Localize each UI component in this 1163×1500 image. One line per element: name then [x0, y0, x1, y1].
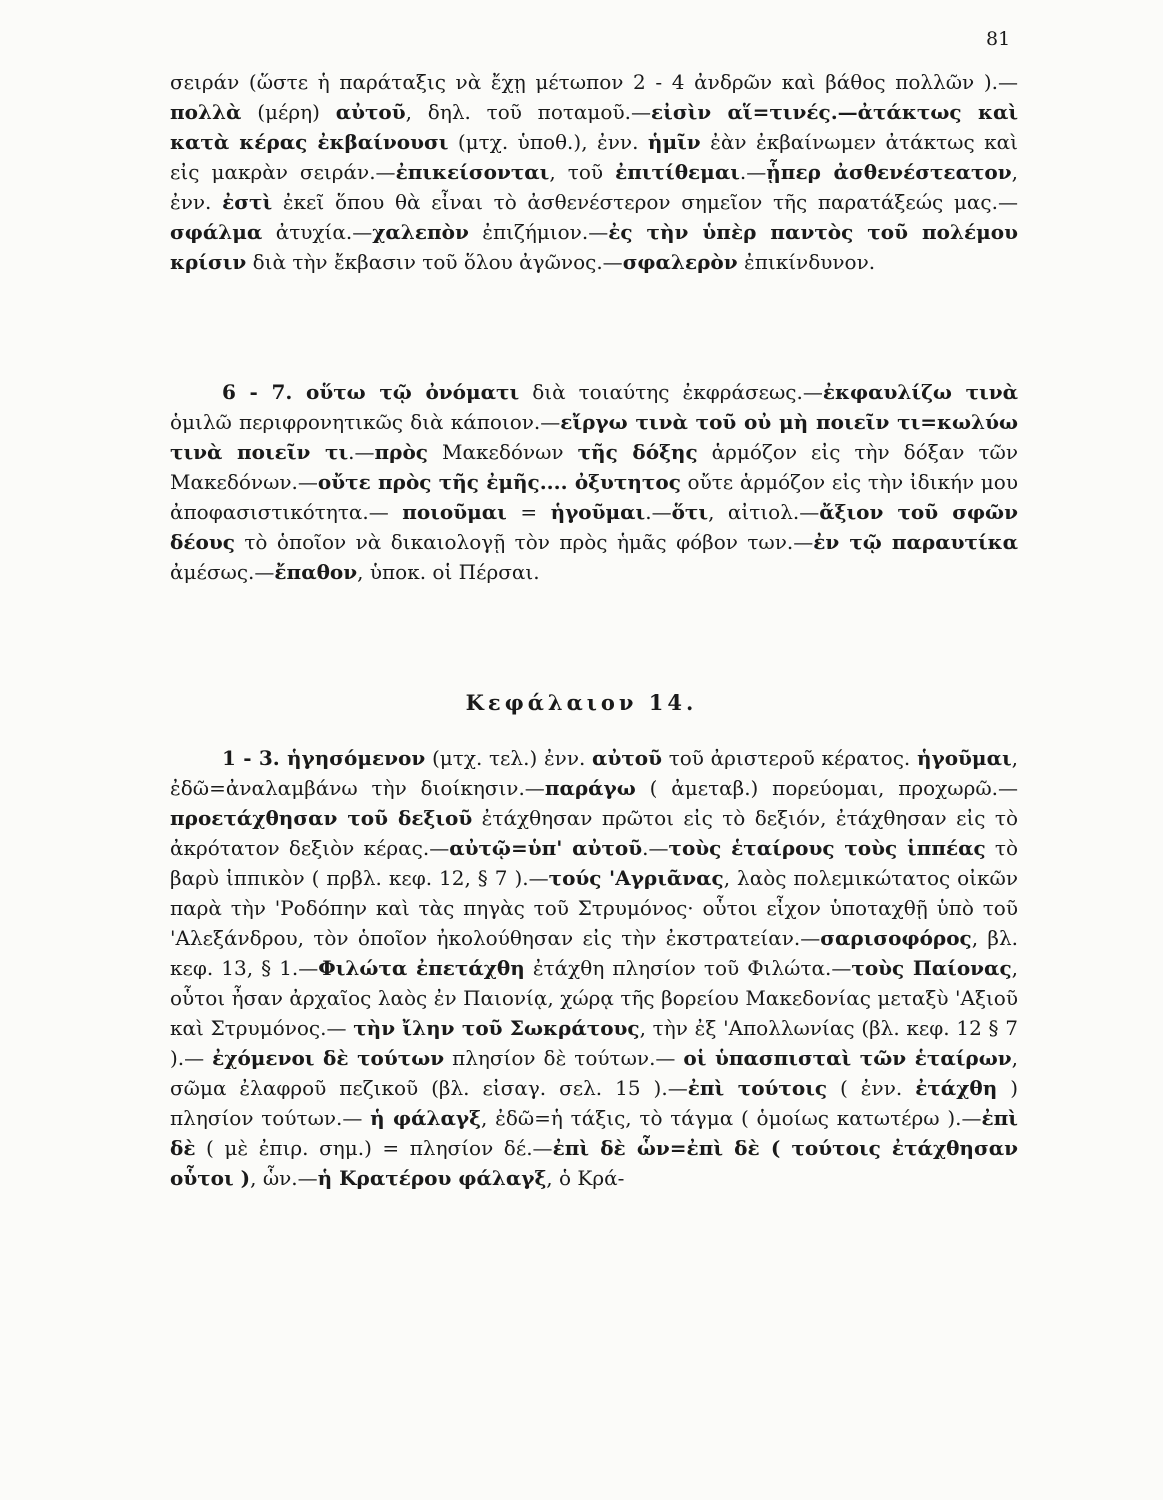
commentary-paragraph-2	[170, 377, 1018, 587]
text-span: διὰ τὴν ἔκβασιν τοῦ ὅλου ἀγῶνος.—	[246, 250, 623, 274]
bold-lemma: παράγω	[544, 776, 636, 800]
bold-lemma: ἔπαθον	[274, 560, 358, 584]
bold-lemma: σφάλμα	[170, 220, 263, 244]
bold-lemma: 6 - 7. οὕτω τῷ ὀνόματι	[222, 380, 520, 404]
text-span: .—	[645, 500, 672, 524]
text-span: .—	[348, 440, 375, 464]
text-span: .—	[642, 836, 669, 860]
bold-lemma: οὔτε πρὸς τῆς ἐμῆς.... ὀξυτητος	[317, 470, 681, 494]
text-span: , τοῦ	[549, 160, 616, 184]
text-span: ( μὲ ἐπιρ. σημ.) = πλησίον δέ.—	[195, 1136, 553, 1160]
text-span: τὸ ὁποῖον νὰ δικαιολογῇ τὸν πρὸς ἡμᾶς φόβον των.—	[234, 530, 814, 554]
text-span: .—	[739, 160, 767, 184]
text-span: ( ἐνν.	[827, 1076, 916, 1100]
commentary-paragraph-1	[170, 67, 1018, 277]
bold-lemma: σαρισοφόρος	[820, 926, 972, 950]
page-number: 81	[986, 28, 1011, 50]
bold-lemma: εἰσὶν αἵ=τινές.—ἀτάκτως καὶ κατὰ κέρας ἐκβαίνουσι	[170, 100, 1019, 154]
bold-lemma: χαλεπὸν	[372, 220, 469, 244]
text-span: =	[506, 500, 551, 524]
text-span: , σῶμα ἐλαφροῦ πεζικοῦ (βλ. εἰσαγ. σελ. 15 ).—	[170, 1046, 1018, 1100]
text-span: (μέρη)	[241, 100, 336, 124]
bold-lemma: οἱ ὑπασπισταὶ τῶν ἑταίρων	[683, 1046, 1012, 1070]
bold-lemma: ἡ Κρατέρου φάλαγξ	[317, 1166, 547, 1190]
text-span: ἐπικίνδυνον.	[737, 250, 876, 274]
text-span: , ἐνν.	[170, 160, 1019, 214]
text-span: τοῦ ἀριστεροῦ κέρατος.	[662, 746, 917, 770]
bold-lemma: ἐπικείσονται	[395, 160, 550, 184]
bold-lemma: τῆς δόξης	[577, 440, 698, 464]
bold-lemma: ἐπὶ τούτοις	[687, 1076, 828, 1100]
chapter-heading: Κεφάλαιον 14.	[465, 690, 698, 715]
text-span: , δηλ. τοῦ ποταμοῦ.—	[405, 100, 651, 124]
text-span: (μτχ. ὑποθ.), ἐνν.	[448, 130, 648, 154]
bold-lemma: τὴν ἴλην τοῦ Σωκράτους	[353, 1016, 640, 1040]
bold-lemma: 1 - 3. ἡγησόμενον	[222, 746, 426, 770]
text-span: (μτχ. τελ.) ἐνν.	[425, 746, 593, 770]
bold-lemma: ἡ φάλαγξ	[370, 1106, 481, 1130]
text-span: Μακεδόνων	[428, 440, 578, 464]
bold-lemma: ἐστὶ	[222, 190, 273, 214]
text-span: , ὑποκ. οἱ Πέρσαι.	[357, 560, 540, 584]
text-span: ( ἀμεταβ.) πορεύομαι, προχωρῶ.—	[635, 776, 1018, 800]
bold-lemma: ὅτι	[671, 500, 709, 524]
text-span: , οὗτοι ἦσαν ἀρχαῖος λαὸς ἐν Παιονίᾳ, χώρᾳ τῆς βορείου Μακεδονίας μεταξὺ 'Αξιοῦ καὶ Στρυμόνος.—	[170, 956, 1018, 1040]
bold-lemma: τοὺς ἑταίρους τοὺς ἱππέας	[668, 836, 986, 860]
bold-lemma: τοὺς Παίονας	[851, 956, 1012, 980]
bold-lemma: αὐτοῦ	[592, 746, 662, 770]
bold-lemma: ἡγοῦμαι	[550, 500, 646, 524]
bold-lemma: ἐτάχθη	[915, 1076, 998, 1100]
bold-lemma: ἐς τὴν ὑπὲρ παντὸς τοῦ πολέμου κρίσιν	[170, 220, 1018, 274]
bold-lemma: πολλὰ	[170, 100, 242, 124]
bold-lemma: ἐπὶ δὲ	[170, 1106, 1018, 1160]
text-span: ) πλησίον τούτων.—	[170, 1076, 1018, 1130]
bold-lemma: ἄξιον τοῦ σφῶν δέους	[170, 500, 1018, 554]
bold-lemma: ἐχόμενοι δὲ τούτων	[212, 1046, 445, 1070]
text-span: ἐτάχθησαν πρῶτοι εἰς τὸ δεξιόν, ἐτάχθησαν εἰς τὸ ἀκρότατον δεξιὸν κέρας.—	[170, 806, 1018, 860]
bold-lemma: ποιοῦμαι	[402, 500, 507, 524]
bold-lemma: ἐν τῷ παραυτίκα	[813, 530, 1018, 554]
text-span: ἀμέσως.—	[170, 560, 275, 584]
text-span: ἐὰν ἐκβαίνωμεν ἀτάκτως καὶ εἰς μακρὰν σειράν.—	[170, 130, 1019, 184]
text-span: , ἐδῶ=ἀναλαμβάνω τὴν διοίκησιν.—	[170, 746, 1018, 800]
bold-lemma: σφαλερὸν	[622, 250, 738, 274]
text-span: ἐπιζήμιον.—	[468, 220, 609, 244]
bold-lemma: αὐτοῦ	[335, 100, 406, 124]
bold-lemma: ἡγοῦμαι	[916, 746, 1012, 770]
text-span: , αἰτιολ.—	[708, 500, 820, 524]
bold-lemma: τούς 'Αγριᾶνας	[548, 866, 724, 890]
text-span: οὔτε ἁρμόζον εἰς τὴν ἰδικήν μου ἀποφασιστικότητα.—	[170, 470, 1018, 524]
text-span: τὸ βαρὺ ἱππικὸν ( πρβλ. κεφ. 12, § 7 ).—	[170, 836, 1018, 890]
bold-lemma: ἐπιτίθεμαι	[615, 160, 740, 184]
bold-lemma: αὐτῷ=ὑπ' αὐτοῦ	[449, 836, 643, 860]
bold-lemma: ἐκφαυλίζω τινὰ	[822, 380, 1019, 404]
bold-lemma: πρὸς	[374, 440, 428, 464]
text-span: , λαὸς πολεμικώτατος οἰκῶν παρὰ τὴν 'Ροδόπην καὶ τὰς πηγὰς τοῦ Στρυμόνος· οὗτοι εἶχον ὑποταχθῇ ὑπὸ τοῦ 'Αλεξάνδρου, τὸν ὁποῖον ἠκολούθησαν εἰς τὴν ἐκστρατείαν.—	[170, 866, 1019, 950]
text-span: σειράν (ὥστε ἡ παράταξις νὰ ἔχῃ μέτωπον 2 - 4 ἀνδρῶν καὶ βάθος πολλῶν ).—	[170, 70, 1018, 94]
text-span: ἀτυχία.—	[262, 220, 373, 244]
text-span: ἁρμόζον εἰς τὴν δόξαν τῶν Μακεδόνων.—	[170, 440, 1018, 494]
commentary-paragraph-3	[170, 743, 1018, 1193]
text-span: , ὧν.—	[250, 1166, 318, 1190]
text-span: πλησίον δὲ τούτων.—	[444, 1046, 684, 1070]
text-span: , βλ. κεφ. 13, § 1.—	[170, 926, 1018, 980]
bold-lemma: εἴργω τινὰ τοῦ οὐ μὴ ποιεῖν τι=κωλύω τινὰ ποιεῖν τι	[170, 410, 1018, 464]
text-span: , τὴν ἐξ 'Απολλωνίας (βλ. κεφ. 12 § 7 ).—	[170, 1016, 1018, 1070]
text-span: ὁμιλῶ περιφρονητικῶς διὰ κάποιον.—	[170, 410, 561, 434]
bold-lemma: προετάχθησαν τοῦ δεξιοῦ	[170, 806, 473, 830]
bold-lemma: Φιλώτα ἐπετάχθη	[318, 956, 525, 980]
text-span: , ὁ Κρά-	[546, 1166, 625, 1190]
bold-lemma: ἐπὶ δὲ ὧν=ἐπὶ δὲ ( τούτοις ἐτάχθησαν οὗτοι )	[170, 1136, 1018, 1190]
text-span: ἐκεῖ ὅπου θὰ εἶναι τὸ ἀσθενέστερον σημεῖον τῆς παρατάξεώς μας.—	[272, 190, 1018, 214]
text-span: ἐτάχθη πλησίον τοῦ Φιλώτα.—	[524, 956, 852, 980]
bold-lemma: ᾗπερ ἀσθενέστεατον	[766, 160, 1012, 184]
text-span: διὰ τοιαύτης ἐκφράσεως.—	[519, 380, 823, 404]
text-span: , ἐδῶ=ἡ τάξις, τὸ τάγμα ( ὁμοίως κατωτέρω ).—	[480, 1106, 982, 1130]
bold-lemma: ἡμῖν	[647, 130, 701, 154]
